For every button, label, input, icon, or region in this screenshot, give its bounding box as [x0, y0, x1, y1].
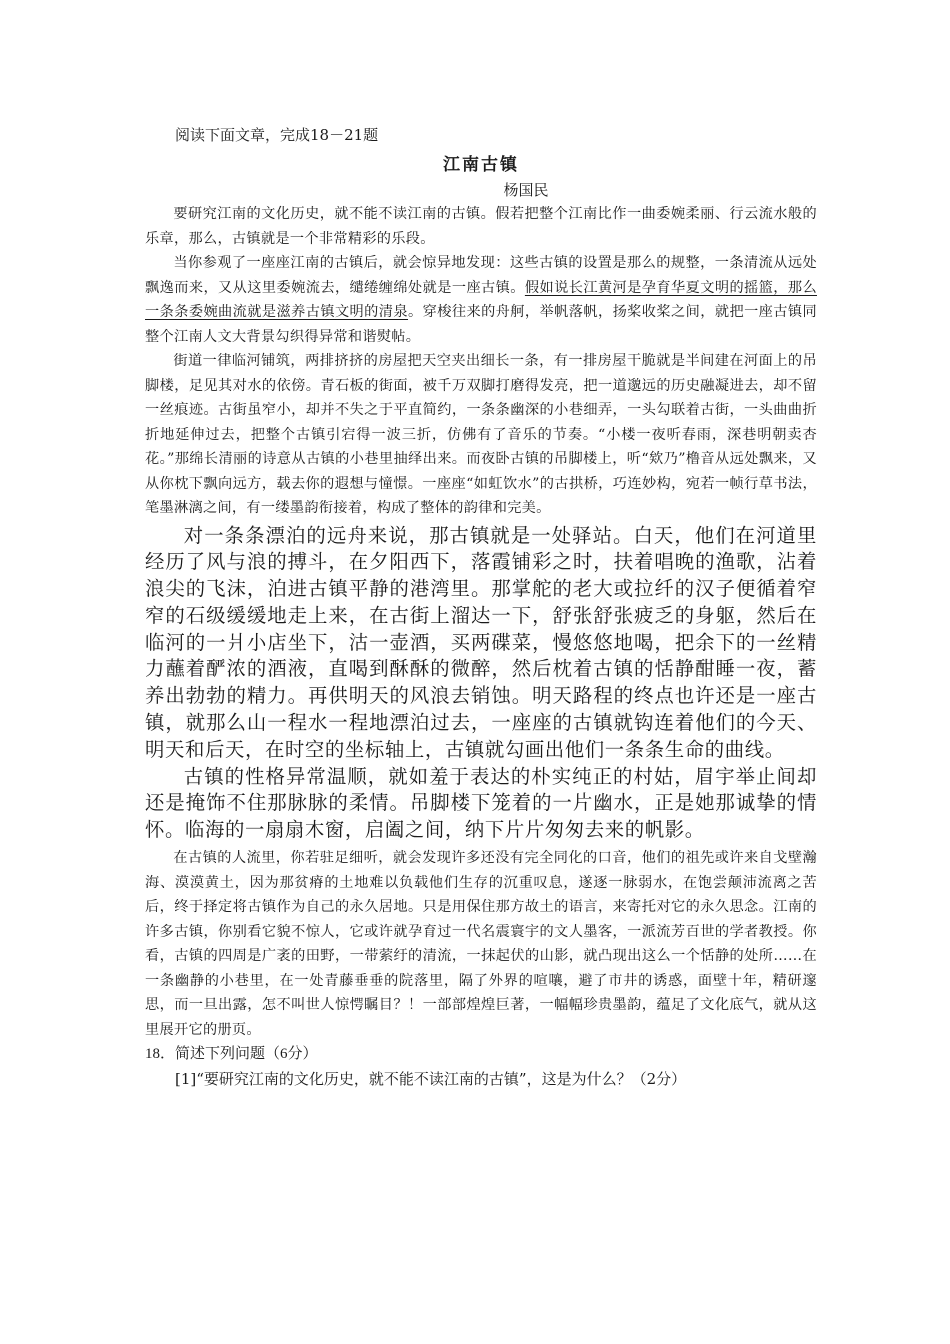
paragraph-2 [145, 251, 817, 349]
article-author: 杨国民 [503, 181, 549, 199]
paragraph-5: 古镇的性格异常温顺，就如羞于表达的朴实纯正的村姑，眉宇举止间却还是掩饰不住那脉脉的柔情。吊脚楼下笼着的一片幽水，正是她那诚挚的情怀。临海的一扇扇木窗，启阖之间，纳下片片匆匆去来的帆影。 [145, 764, 817, 842]
paragraph-2-text-a: 当你参观了一座座江南的古镇后，就会惊异地发现：这些古镇的设置是那么的规整，一条清流从远处飘逸而来，又从这里委婉流去，缱绻缠绵处就是一座古镇。 [145, 255, 817, 296]
question-18-part-1: [1]“要研究江南的文化历史，就不能不读江南的古镇”，这是为什么？（2分） [175, 1070, 687, 1089]
exam-page [145, 122, 817, 1092]
paragraph-6: 在古镇的人流里，你若驻足细听，就会发现许多还没有完全同化的口音，他们的祖先或许来自戈壁瀚海、漠漠黄土，因为那贫瘠的土地难以负载他们生存的沉重叹息，遂逐一脉弱水，在饱尝颠沛流离之苦后，终于择定将古镇作为自己的永久居地。只是用保住那方故土的语言，来寄托对它的永久思念。江南的许多古镇，你别看它貌不惊人，它或许就孕育过一代名震寰宇的文人墨客，一派流芳百世的学者教授。你看，古镇的四周是广袤的田野，一带萦纡的清流，一抹起伏的山影，就凸现出这么一个恬静的处所……在一条幽静的小巷里，在一处青藤垂垂的院落里，隔了外界的喧嚷，避了市井的诱惑，面壁十年，精研邃思，而一旦出露，怎不叫世人惊愕瞩目？！一部部煌煌巨著，一幅幅珍贵墨韵，蕴足了文化底气，就从这里展开它的册页。 [145, 850, 817, 1038]
paragraph-3: 街道一律临河铺筑，两排挤挤的房屋把天空夹出细长一条，有一排房屋干脆就是半间建在河面上的吊脚楼，足见其对水的依傍。青石板的街面，被千万双脚打磨得发亮，把一道邈远的历史融凝进去，却不留一丝痕迹。古街虽窄小，却并不失之于平直简约，一条条幽深的小巷细弄，一头勾联着古街，一头曲曲折折地延伸过去，把整个古镇引宕得一波三折，仿佛有了音乐的节奏。“小楼一夜听春雨，深巷明朝卖杏花。”那绵长清丽的诗意从古镇的小巷里抽绎出来。而夜卧古镇的吊脚楼上，听“欸乃”橹音从远处飘来，又从你枕下飘向远方，载去你的遐想与憧憬。一座座“如虹饮水”的古拱桥，巧连妙构，宛若一帧行草书法，笔墨淋漓之间，有一缕墨韵衔接着，构成了整体的韵律和完美。 [145, 353, 817, 516]
paragraph-2-underlined-sentence: 假如说长江黄河是孕育华夏文明的摇篮，那么一条条委婉曲流就是滋养古镇文明的清泉 [145, 279, 817, 320]
paragraph-1: 要研究江南的文化历史，就不能不读江南的古镇。假若把整个江南比作一曲委婉柔丽、行云流水般的乐章，那么，古镇就是一个非常精彩的乐段。 [145, 206, 817, 247]
reading-instruction: 阅读下面文章，完成18－21题 [175, 126, 379, 144]
paragraph-2-text-b: 。穿梭往来的舟舸，举帆落帆，扬桨收桨之间，就把一座古镇同整个江南人文大背景勾织得异常和谐熨帖。 [145, 304, 818, 345]
question-18: 18．简述下列问题（6分） [145, 1046, 318, 1063]
paragraph-4: 对一条条漂泊的远舟来说，那古镇就是一处驿站。白天，他们在河道里经历了风与浪的搏斗，在夕阳西下，落霞铺彩之时，扶着唱晚的渔歌，沾着浪尖的飞沫，泊进古镇平静的港湾里。那掌舵的老大或拉纤的汉子便循着窄窄的石级缓缓地走上来，在古街上溜达一下，舒张舒张疲乏的身躯，然后在临河的一爿小店坐下，沽一壶酒，买两碟菜，慢悠悠地喝，把余下的一丝精力蘸着酽浓的酒液，直喝到酥酥的微醉，然后枕着古镇的恬静酣睡一夜，蓄养出勃勃的精力。再供明天的风浪去销蚀。明天路程的终点也许还是一座古镇，就那么山一程水一程地漂泊过去，一座座的古镇就钩连着他们的今天、明天和后天，在时空的坐标轴上，古镇就勾画出他们一条条生命的曲线。 [145, 523, 817, 761]
article-title: 江南古镇 [443, 155, 519, 175]
